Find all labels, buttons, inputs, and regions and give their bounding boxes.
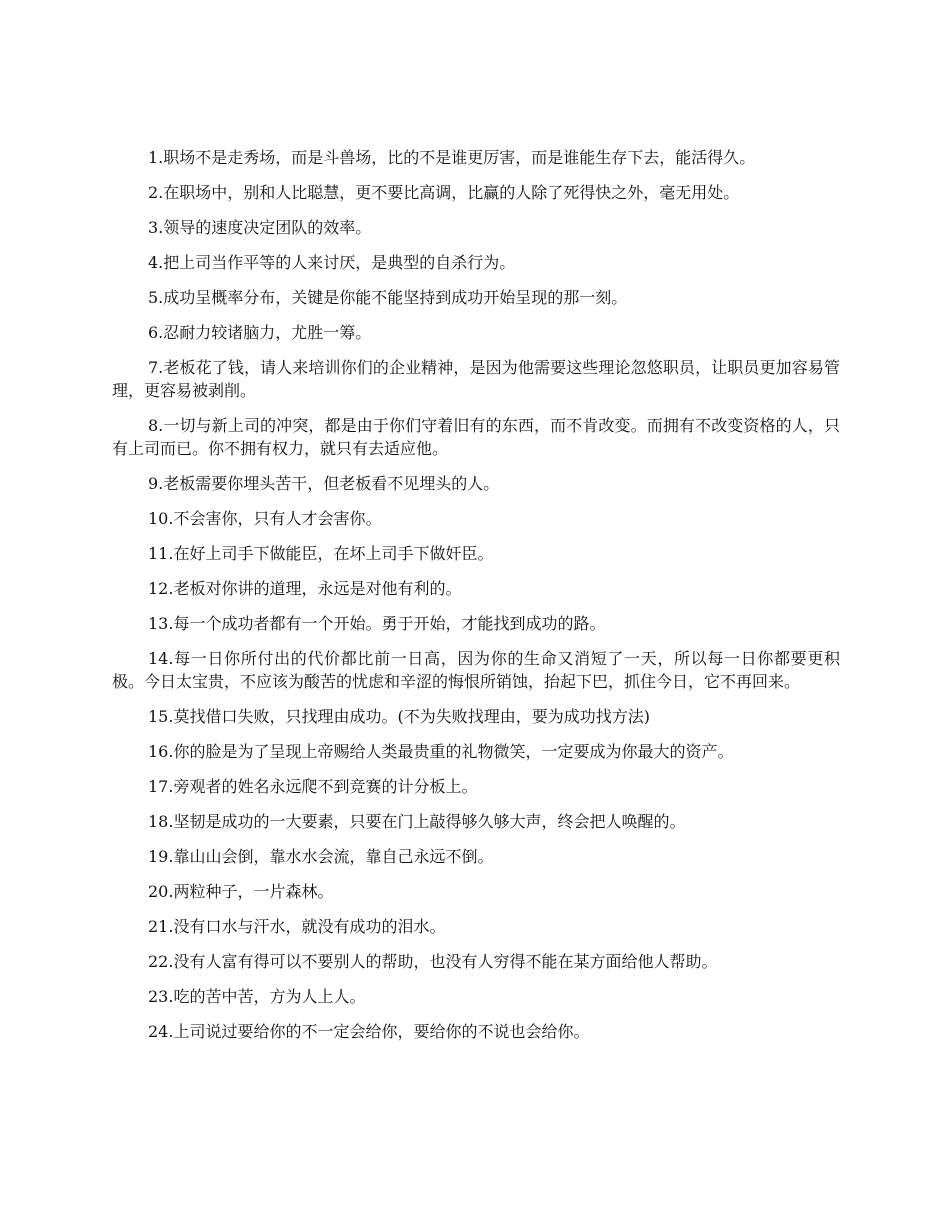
item-number: 1. — [148, 148, 164, 167]
paragraph-16 — [112, 740, 840, 763]
item-number: 10. — [148, 509, 174, 528]
item-number: 22. — [148, 952, 174, 971]
paragraph-8 — [112, 414, 840, 460]
item-text: 忍耐力较诸脑力，尤胜一筹。 — [163, 323, 372, 342]
item-text: 莫找借口失败，只找理由成功。(不为失败找理由，要为成功找方法) — [173, 707, 650, 726]
item-number: 23. — [148, 987, 174, 1006]
item-number: 6. — [148, 323, 164, 342]
item-number: 3. — [148, 218, 164, 237]
item-text: 职场不是走秀场，而是斗兽场，比的不是谁更厉害，而是谁能生存下去，能活得久。 — [163, 148, 756, 167]
item-number: 9. — [148, 474, 164, 493]
document-body — [112, 146, 840, 1055]
paragraph-14 — [112, 647, 840, 693]
item-text: 每一日你所付出的代价都比前一日高，因为你的生命又消短了一天，所以每一日你都要更积极。今日太宝贵，不应该为酸苦的忧虑和辛涩的悔恨所销蚀，抬起下巴，抓住今日，它不再回来。 — [112, 649, 840, 691]
paragraph-1 — [112, 146, 840, 169]
item-number: 18. — [148, 812, 174, 831]
paragraph-22 — [112, 950, 840, 973]
item-text: 上司说过要给你的不一定会给你，要给你的不说也会给你。 — [173, 1022, 590, 1041]
item-number: 5. — [148, 288, 164, 307]
paragraph-12 — [112, 577, 840, 600]
item-number: 20. — [148, 882, 174, 901]
item-text: 你的脸是为了呈现上帝赐给人类最贵重的礼物微笑，一定要成为你最大的资产。 — [173, 742, 734, 761]
item-text: 没有人富有得可以不要别人的帮助，也没有人穷得不能在某方面给他人帮助。 — [173, 952, 718, 971]
item-text: 坚韧是成功的一大要素，只要在门上敲得够久够大声，终会把人唤醒的。 — [173, 812, 686, 831]
paragraph-7 — [112, 356, 840, 402]
paragraph-2 — [112, 181, 840, 204]
item-number: 24. — [148, 1022, 174, 1041]
item-number: 8. — [148, 416, 164, 435]
item-text: 靠山山会倒，靠水水会流，靠自己永远不倒。 — [173, 847, 494, 866]
item-text: 老板需要你埋头苦干，但老板看不见埋头的人。 — [163, 474, 500, 493]
item-number: 19. — [148, 847, 174, 866]
paragraph-17 — [112, 775, 840, 798]
item-text: 领导的速度决定团队的效率。 — [163, 218, 372, 237]
item-text: 每一个成功者都有一个开始。勇于开始，才能找到成功的路。 — [173, 614, 606, 633]
item-number: 7. — [148, 358, 164, 377]
item-text: 两粒种子，一片森林。 — [173, 882, 334, 901]
paragraph-21 — [112, 915, 840, 938]
item-number: 17. — [148, 777, 174, 796]
item-number: 14. — [148, 649, 174, 668]
item-text: 在好上司手下做能臣，在坏上司手下做奸臣。 — [173, 544, 494, 563]
paragraph-6 — [112, 321, 840, 344]
paragraph-10 — [112, 507, 840, 530]
item-number: 13. — [148, 614, 174, 633]
item-text: 吃的苦中苦，方为人上人。 — [173, 987, 366, 1006]
item-text: 老板对你讲的道理，永远是对他有利的。 — [173, 579, 462, 598]
item-number: 12. — [148, 579, 174, 598]
item-text: 不会害你，只有人才会害你。 — [173, 509, 382, 528]
paragraph-18 — [112, 810, 840, 833]
paragraph-9 — [112, 472, 840, 495]
paragraph-23 — [112, 985, 840, 1008]
item-number: 15. — [148, 707, 174, 726]
item-number: 4. — [148, 253, 164, 272]
paragraph-15 — [112, 705, 840, 728]
paragraph-3 — [112, 216, 840, 239]
paragraph-13 — [112, 612, 840, 635]
item-number: 11. — [148, 544, 174, 563]
item-text: 在职场中，别和人比聪慧，更不要比高调，比赢的人除了死得快之外，毫无用处。 — [163, 183, 740, 202]
item-number: 21. — [148, 917, 174, 936]
item-text: 老板花了钱，请人来培训你们的企业精神，是因为他需要这些理论忽悠职员，让职员更加容易管理，更容易被剥削。 — [112, 358, 840, 400]
paragraph-19 — [112, 845, 840, 868]
paragraph-5 — [112, 286, 840, 309]
item-text: 把上司当作平等的人来讨厌，是典型的自杀行为。 — [163, 253, 516, 272]
item-text: 成功呈概率分布，关键是你能不能坚持到成功开始呈现的那一刻。 — [163, 288, 628, 307]
item-text: 旁观者的姓名永远爬不到竞赛的计分板上。 — [173, 777, 478, 796]
item-text: 一切与新上司的冲突，都是由于你们守着旧有的东西，而不肯改变。而拥有不改变资格的人，只有上司而已。你不拥有权力，就只有去适应他。 — [112, 416, 840, 458]
item-number: 2. — [148, 183, 164, 202]
item-number: 16. — [148, 742, 174, 761]
paragraph-4 — [112, 251, 840, 274]
paragraph-24 — [112, 1020, 840, 1043]
item-text: 没有口水与汗水，就没有成功的泪水。 — [173, 917, 446, 936]
paragraph-11 — [112, 542, 840, 565]
paragraph-20 — [112, 880, 840, 903]
